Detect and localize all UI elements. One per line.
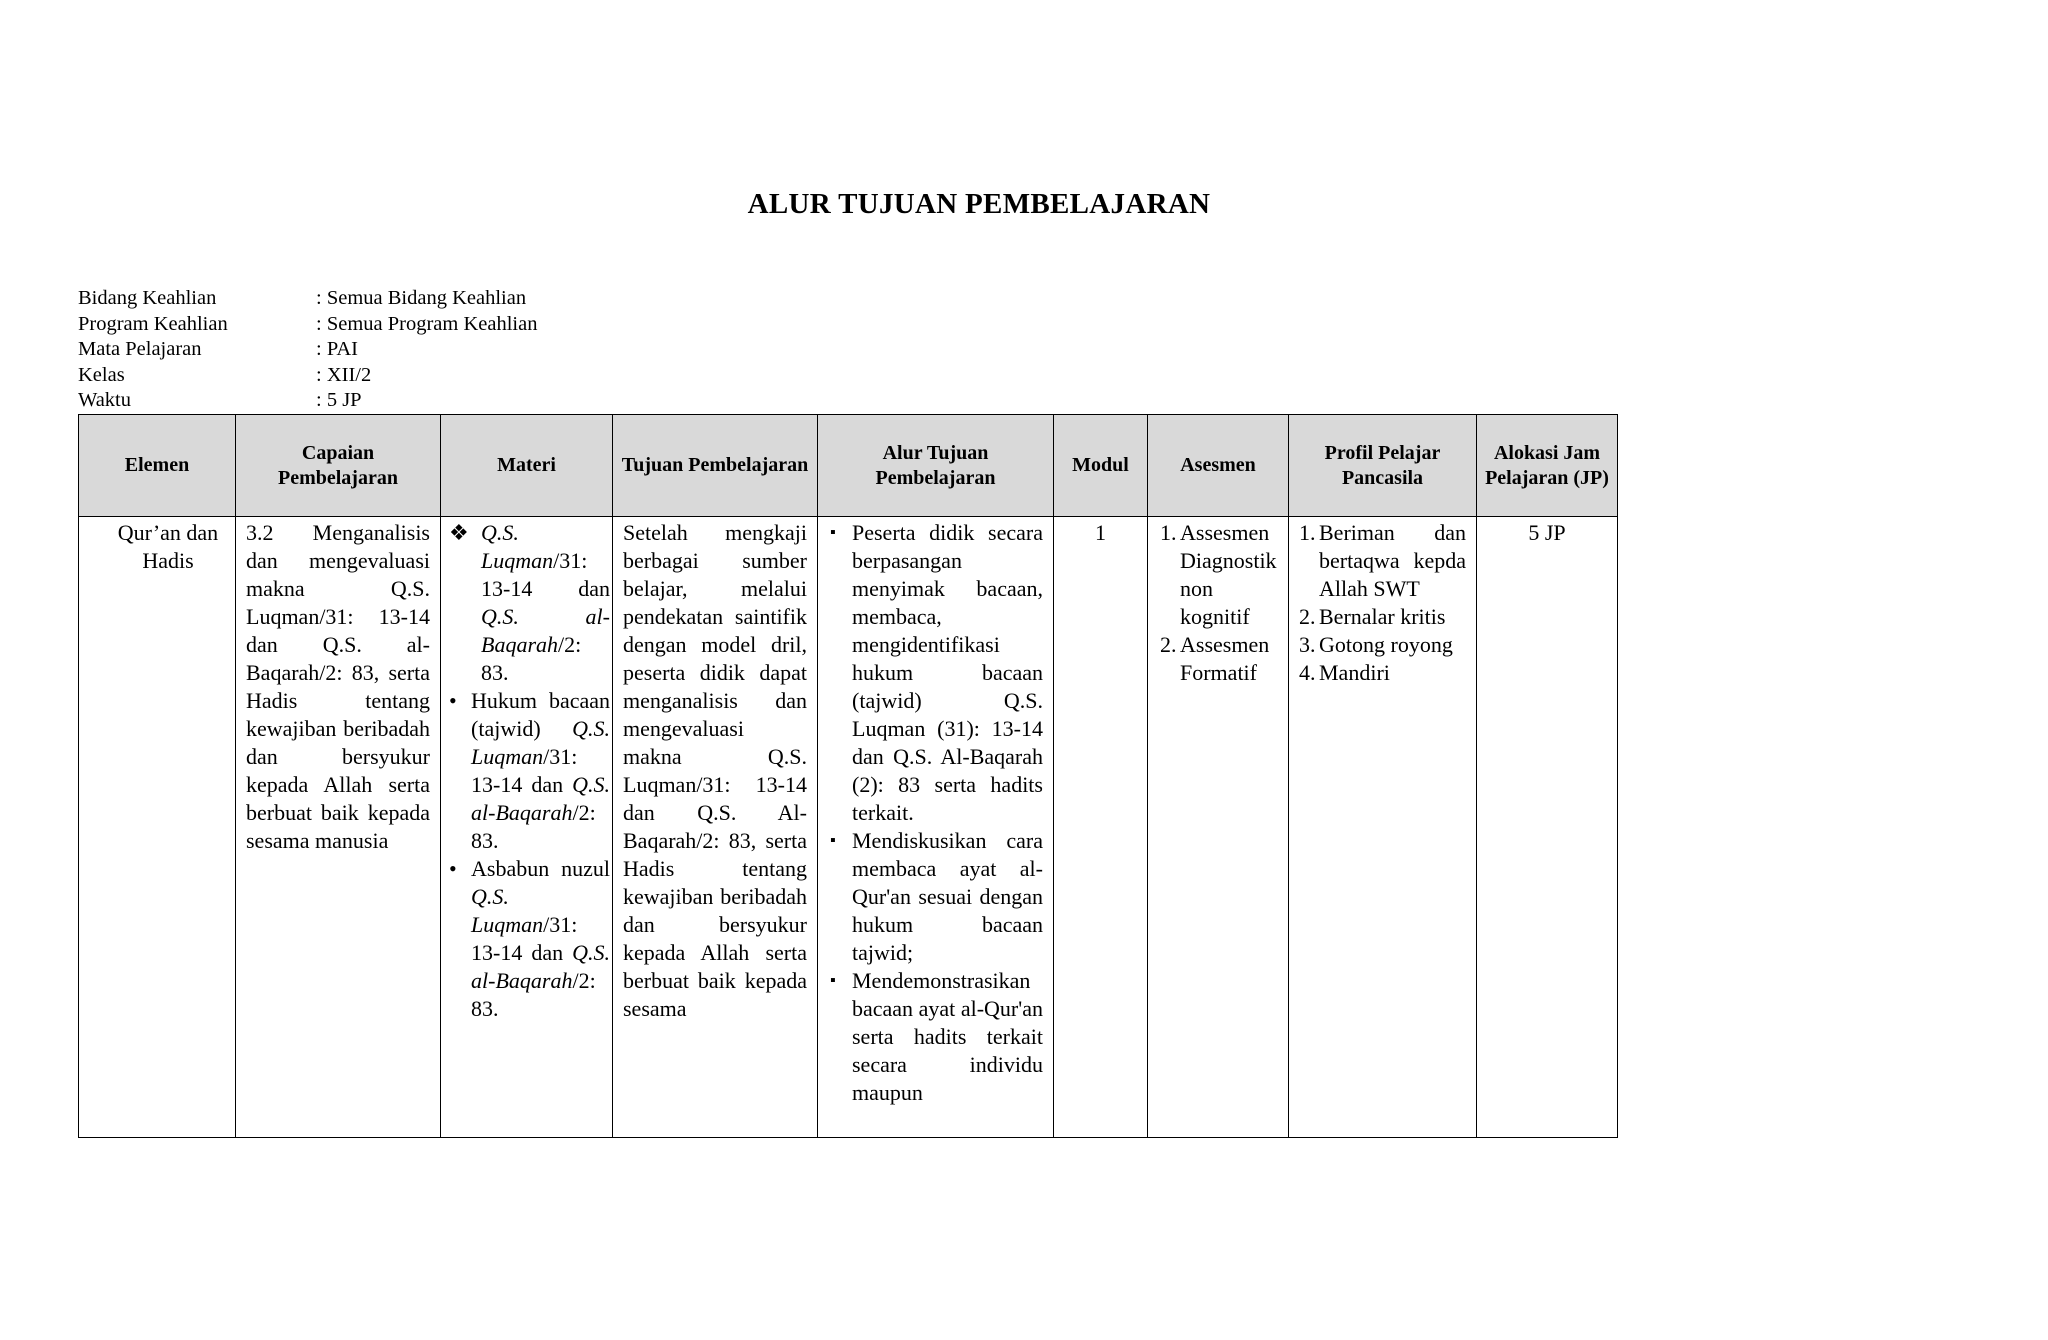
cell-modul: 1 <box>1054 517 1148 1138</box>
list-item <box>1160 631 1286 687</box>
cell-alokasi: 5 JP <box>1477 517 1618 1138</box>
materi-ref: Q.S. Luqman <box>471 716 610 769</box>
header-asesmen: Asesmen <box>1148 415 1289 517</box>
meta-value: : PAI <box>316 338 358 360</box>
materi-text: /2: 83. <box>471 800 596 853</box>
materi-ref: Q.S. Luqman <box>471 884 544 937</box>
meta-value: : 5 JP <box>316 389 362 411</box>
list-item <box>1160 519 1286 631</box>
meta-row-waktu <box>78 388 537 414</box>
meta-row-kelas <box>78 363 537 389</box>
cell-capaian: 3.2 Menganalisis dan mengevaluasi makna Q.S. Luqman/31: 13-14 dan Q.S. al-Baqarah/2: 83, serta Hadis tentang kewajiban beribadah dan bersyukur kepada Allah serta berbuat baik kepada sesama manusia <box>236 517 441 1138</box>
square-bullet-icon: ▪ <box>830 832 836 849</box>
header-alokasi: Alokasi Jam Pelajaran (JP) <box>1477 415 1618 517</box>
profil-text: Beriman dan bertaqwa kepda Allah SWT <box>1319 520 1466 601</box>
materi-text: Hukum bacaan (tajwid) <box>471 688 610 741</box>
materi-text: /2: 83. <box>481 632 582 685</box>
header-modul: Modul <box>1054 415 1148 517</box>
materi-ref: Q.S. Luqman <box>481 520 554 573</box>
materi-list <box>449 519 610 1023</box>
table-row <box>79 517 1618 1138</box>
list-item <box>830 519 1043 827</box>
meta-label: Waktu <box>78 389 132 411</box>
header-alur: Alur Tujuan Pembelajaran <box>818 415 1054 517</box>
materi-ref: Q.S. al-Baqarah <box>471 940 610 993</box>
header-materi: Materi <box>441 415 613 517</box>
list-item <box>449 519 610 687</box>
header-profil: Profil Pelajar Pancasila <box>1289 415 1477 517</box>
materi-text: /2: 83. <box>471 968 596 1021</box>
list-number: 2. <box>1299 604 1316 629</box>
alur-text: Mendiskusikan cara membaca ayat al-Qur'an sesuai dengan hukum bacaan tajwid; <box>852 828 1043 965</box>
meta-label: Kelas <box>78 363 125 386</box>
alur-list <box>830 519 1043 1107</box>
list-item <box>830 827 1043 967</box>
list-item <box>830 967 1043 1107</box>
alur-text: Peserta didik secara berpasangan menyimak bacaan, membaca, mengidentifikasi hukum bacaan (tajwid) Q.S. Luqman (31): 13-14 dan Q.S. Al-Baqarah (2): 83 serta hadits terkait. <box>852 520 1043 825</box>
asesmen-text: Assesmen Formatif <box>1180 632 1270 685</box>
cell-materi <box>441 517 613 1138</box>
header-capaian: Capaian Pembelajaran <box>236 415 441 517</box>
profil-text: Mandiri <box>1319 660 1390 685</box>
meta-row-bidang <box>78 286 537 312</box>
cell-elemen: Qur’an dan Hadis <box>79 517 236 1138</box>
header-tujuan: Tujuan Pembelajaran <box>613 415 818 517</box>
cell-profil <box>1289 517 1477 1138</box>
document-meta <box>78 286 537 414</box>
list-item <box>449 687 610 855</box>
page-title: ALUR TUJUAN PEMBELAJARAN <box>747 188 1211 220</box>
list-item <box>449 855 610 1023</box>
materi-text: /31: 13-14 dan <box>481 548 610 601</box>
meta-value: : XII/2 <box>316 363 372 386</box>
atp-table <box>78 414 1618 1138</box>
materi-text: /31: 13-14 dan <box>471 744 578 797</box>
alur-text: Mendemonstrasikan bacaan ayat al-Qur'an serta hadits terkait secara individu maupun <box>852 968 1043 1105</box>
profil-text: Bernalar kritis <box>1319 604 1446 629</box>
materi-ref: Q.S. al-Baqarah <box>471 772 610 825</box>
cell-alur <box>818 517 1054 1138</box>
asesmen-text: Assesmen Diagnostik non kognitif <box>1180 520 1277 629</box>
list-number: 3. <box>1299 632 1316 657</box>
diamond-bullet-icon: ❖ <box>449 520 469 545</box>
bullet-icon: • <box>449 856 457 881</box>
header-elemen: Elemen <box>79 415 236 517</box>
materi-text: /31: 13-14 dan <box>471 912 578 965</box>
list-item <box>1299 603 1466 631</box>
list-item <box>1299 631 1466 659</box>
list-number: 2. <box>1160 632 1177 657</box>
bullet-icon: • <box>449 688 457 713</box>
list-item <box>1299 659 1466 687</box>
meta-label: Program Keahlian <box>78 312 228 335</box>
square-bullet-icon: ▪ <box>830 972 836 989</box>
list-number: 1. <box>1299 520 1316 545</box>
profil-text: Gotong royong <box>1319 632 1453 657</box>
meta-label: Bidang Keahlian <box>78 287 217 309</box>
materi-text: Asbabun nuzul <box>471 856 610 881</box>
square-bullet-icon: ▪ <box>830 524 836 541</box>
table-header-row <box>79 415 1618 517</box>
cell-asesmen <box>1148 517 1289 1138</box>
list-number: 1. <box>1160 520 1177 545</box>
meta-row-mapel <box>78 337 537 363</box>
list-number: 4. <box>1299 660 1316 685</box>
meta-value: : Semua Program Keahlian <box>316 312 538 335</box>
meta-row-program <box>78 312 537 338</box>
materi-ref: Q.S. al-Baqarah <box>481 604 610 657</box>
cell-tujuan: Setelah mengkaji berbagai sumber belajar, melalui pendekatan saintifik dengan model dril, peserta didik dapat menganalisis dan mengevaluasi makna Q.S. Luqman/31: 13-14 dan Q.S. Al-Baqarah/2: 83, serta Hadis tentang kewajiban beribadah dan bersyukur kepada Allah serta berbuat baik kepada sesama <box>613 517 818 1138</box>
meta-label: Mata Pelajaran <box>78 338 202 360</box>
asesmen-list <box>1160 519 1286 687</box>
profil-list <box>1299 519 1466 687</box>
meta-value: : Semua Bidang Keahlian <box>316 287 527 309</box>
list-item <box>1299 519 1466 603</box>
